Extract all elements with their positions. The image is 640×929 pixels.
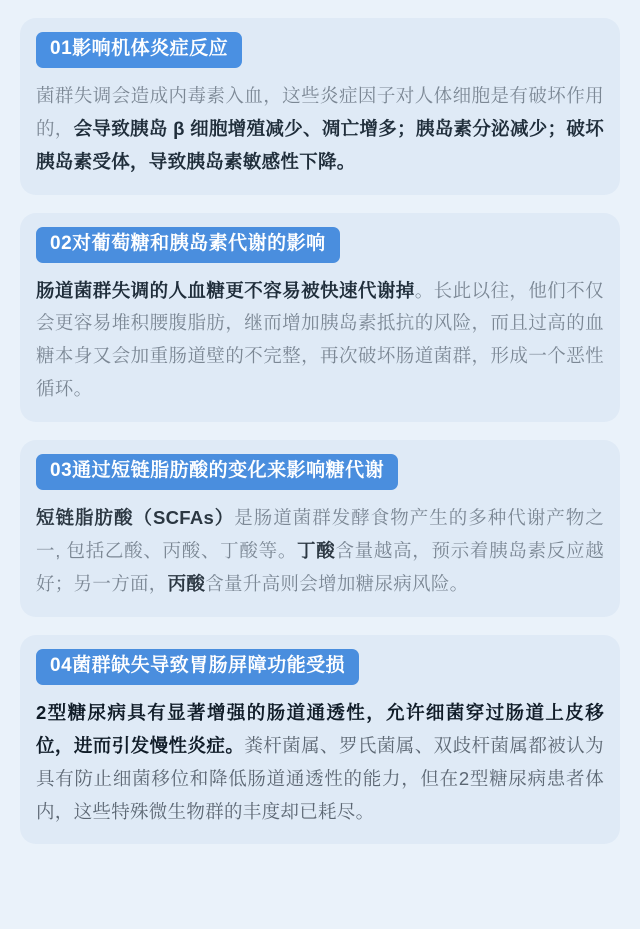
text-run-emphasis: 短链脂肪酸（SCFAs） — [36, 507, 235, 529]
text-run: 。长此以往，他们不仅会更容易堆积腰腹脂肪，继而增加胰岛素抵抗的风险，而且过高的血糖本身又会加重肠道壁的不完整，再次破坏肠道菌群，形成一个恶性循环。 — [36, 279, 604, 400]
text-run-emphasis: 丙酸 — [167, 572, 206, 594]
section-body-02 — [36, 275, 604, 407]
text-run: 含量越高，预示着胰岛素反应越好；另一方面， — [36, 540, 604, 594]
text-run: 含量升高则会增加糖尿病风险。 — [205, 572, 469, 594]
text-run: 菌群失调会造成内毒素入血，这些炎症因子对人体细胞是有破坏作用的， — [36, 84, 604, 139]
section-card-04 — [20, 635, 620, 845]
text-run: 是肠道菌群发酵食物产生的多种代谢产物之一, 包括乙酸、丙酸、丁酸等。 — [36, 507, 605, 562]
section-body-03 — [36, 502, 604, 601]
text-run: 粪杆菌属、罗氏菌属、双歧杆菌属都被认为具有防止细菌移位和降低肠道通透性的能力，但在2型糖尿病患者体内，这些特殊微生物群的丰度却已耗尽。 — [36, 734, 604, 822]
section-card-03 — [20, 440, 620, 617]
section-card-01 — [20, 18, 620, 195]
section-body-01 — [36, 80, 604, 179]
section-04 — [20, 635, 620, 845]
section-heading-04: 04菌群缺失导致胃肠屏障功能受损 — [36, 649, 359, 685]
section-02 — [20, 213, 620, 423]
text-run-emphasis: 2型糖尿病具有显著增强的肠道通透性，允许细菌穿过肠道上皮移位，进而引发慢性炎症。 — [36, 701, 604, 756]
section-heading-03: 03通过短链脂肪酸的变化来影响糖代谢 — [36, 454, 398, 490]
section-03 — [20, 440, 620, 617]
text-run-emphasis: 丁酸 — [297, 540, 336, 562]
section-body-04 — [36, 697, 604, 829]
text-run-emphasis: 会导致胰岛 β 细胞增殖减少、凋亡增多；胰岛素分泌减少；破坏胰岛素受体，导致胰岛素敏感性下降。 — [36, 117, 604, 172]
section-01 — [20, 18, 620, 195]
text-run-emphasis: 肠道菌群失调的人血糖更不容易被快速代谢掉 — [36, 279, 415, 301]
section-card-02 — [20, 213, 620, 423]
section-heading-02: 02对葡萄糖和胰岛素代谢的影响 — [36, 227, 340, 263]
section-heading-01: 01影响机体炎症反应 — [36, 32, 242, 68]
